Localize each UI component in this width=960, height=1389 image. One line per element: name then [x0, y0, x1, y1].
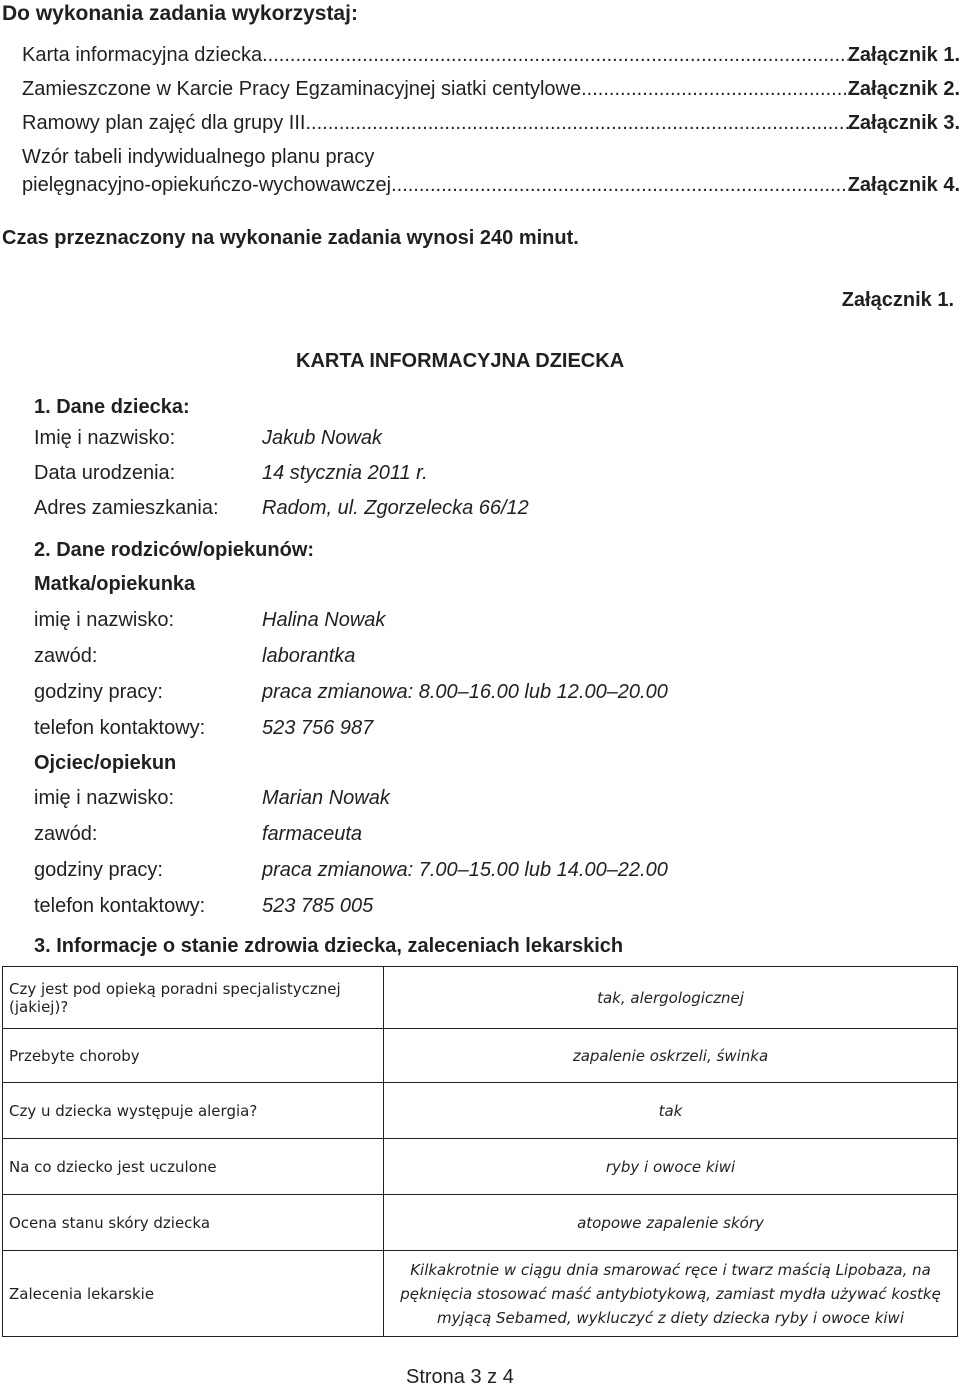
table-row — [3, 1083, 958, 1139]
field-label: zawód: — [34, 645, 98, 667]
table-row — [3, 1029, 958, 1083]
table-row — [3, 967, 958, 1029]
requirement-item — [22, 44, 960, 67]
requirement-item — [22, 78, 960, 101]
dot-leader — [397, 174, 848, 197]
requirement-item — [22, 112, 960, 135]
field-label: imię i nazwisko: — [34, 787, 175, 809]
field-label: Imię i nazwisko: — [34, 427, 176, 449]
requirement-annex: Załącznik 2. — [847, 78, 960, 100]
dot-leader — [311, 112, 848, 135]
dot-leader — [268, 44, 848, 67]
annex-label: Załącznik 1. — [841, 289, 954, 311]
field-value: 14 stycznia 2011 r. — [262, 462, 428, 484]
field-value: Radom, ul. Zgorzelecka 66/12 — [262, 497, 529, 519]
answer-cell: Kilkakrotnie w ciągu dnia smarować ręce i twarz maścią Lipobaza, na pęknięcia stosować maść antybiotykową, zamiast mydła używać kostkę myjącą Sebamed, wykluczyć z diety dziecka ryby i owoce kiwi — [384, 1251, 958, 1337]
question-cell: Czy u dziecka występuje alergia? — [3, 1083, 384, 1139]
field-value: praca zmianowa: 8.00–16.00 lub 12.00–20.00 — [262, 681, 668, 703]
field-label: Data urodzenia: — [34, 462, 176, 484]
field-value: farmaceuta — [262, 823, 363, 845]
intro-heading: Do wykonania zadania wykorzystaj: — [2, 2, 358, 25]
requirement-text: Wzór tabeli indywidualnego planu pracy — [22, 146, 375, 168]
requirement-annex: Załącznik 4. — [847, 174, 960, 196]
father-title: Ojciec/opiekun — [34, 752, 177, 774]
question-cell: Przebyte choroby — [3, 1029, 384, 1083]
question-cell: Na co dziecko jest uczulone — [3, 1139, 384, 1195]
table-row — [3, 1139, 958, 1195]
page-number: Strona 3 z 4 — [406, 1366, 514, 1388]
requirement-item — [22, 174, 960, 197]
requirement-text: Karta informacyjna dziecka. — [22, 44, 268, 66]
answer-cell: tak — [384, 1083, 958, 1139]
field-value: Marian Nowak — [262, 787, 390, 809]
requirement-annex: Załącznik 1. — [847, 44, 960, 66]
answer-cell: tak, alergologicznej — [384, 967, 958, 1029]
dot-leader — [587, 78, 848, 101]
mother-title: Matka/opiekunka — [34, 573, 196, 595]
field-label: godziny pracy: — [34, 859, 163, 881]
time-note: Czas przeznaczony na wykonanie zadania wynosi 240 minut. — [2, 227, 579, 249]
question-cell: Czy jest pod opieką poradni specjalistycznej (jakiej)? — [3, 967, 384, 1029]
field-value: 523 785 005 — [262, 895, 374, 917]
question-cell: Zalecenia lekarskie — [3, 1251, 384, 1337]
requirement-annex: Załącznik 3. — [847, 112, 960, 134]
card-title: KARTA INFORMACYJNA DZIECKA — [296, 350, 625, 372]
field-value: Jakub Nowak — [262, 427, 383, 449]
section-heading: 1. Dane dziecka: — [34, 396, 190, 418]
field-label: imię i nazwisko: — [34, 609, 175, 631]
question-cell: Ocena stanu skóry dziecka — [3, 1195, 384, 1251]
field-label: telefon kontaktowy: — [34, 895, 206, 917]
answer-cell: atopowe zapalenie skóry — [384, 1195, 958, 1251]
answer-cell: zapalenie oskrzeli, świnka — [384, 1029, 958, 1083]
field-value: laborantka — [262, 645, 356, 667]
requirement-text: Ramowy plan zajęć dla grupy III. — [22, 112, 312, 134]
requirement-text: Zamieszczone w Karcie Pracy Egzaminacyjnej siatki centylowe. — [22, 78, 587, 100]
field-value: praca zmianowa: 7.00–15.00 lub 14.00–22.00 — [262, 859, 668, 881]
section-heading: 2. Dane rodziców/opiekunów: — [34, 539, 315, 561]
section-heading: 3. Informacje o stanie zdrowia dziecka, zaleceniach lekarskich — [34, 935, 624, 957]
field-label: Adres zamieszkania: — [34, 497, 219, 519]
table-row — [3, 1195, 958, 1251]
field-label: godziny pracy: — [34, 681, 163, 703]
answer-cell: ryby i owoce kiwi — [384, 1139, 958, 1195]
field-label: zawód: — [34, 823, 98, 845]
field-value: Halina Nowak — [262, 609, 386, 631]
field-value: 523 756 987 — [262, 717, 374, 739]
table-row — [3, 1251, 958, 1337]
field-label: telefon kontaktowy: — [34, 717, 206, 739]
requirement-text: pielęgnacyjno-opiekuńczo-wychowawczej. — [22, 174, 397, 196]
health-info-table — [2, 966, 958, 1337]
